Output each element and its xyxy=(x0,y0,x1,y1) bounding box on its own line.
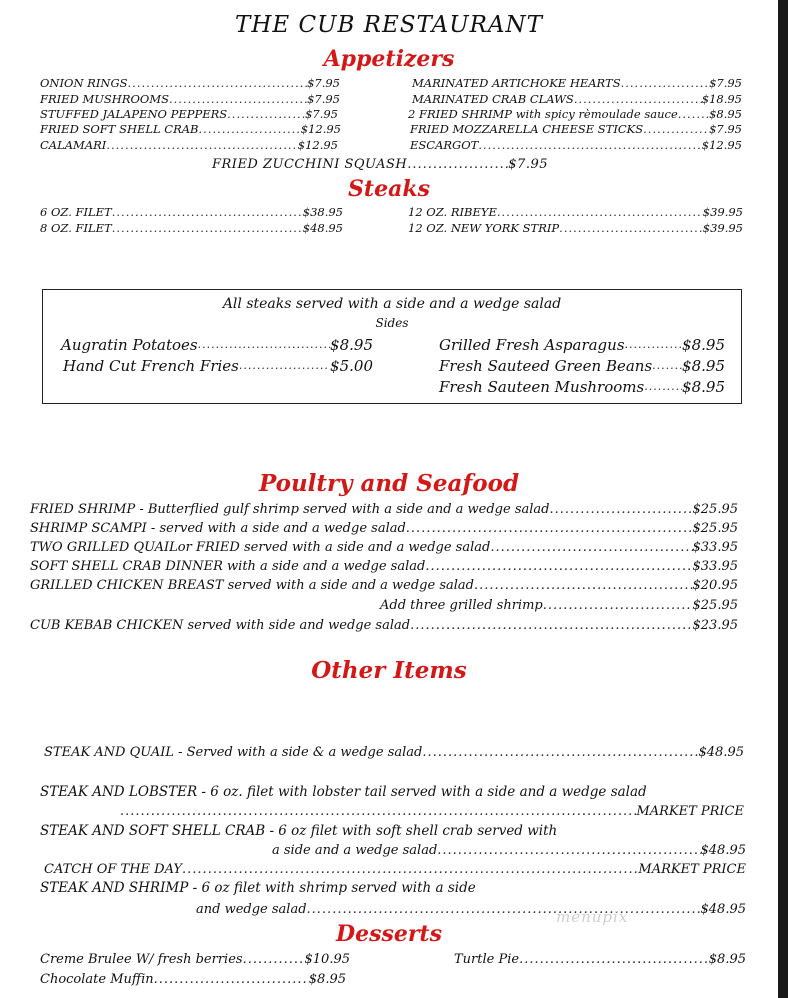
item-name: Add three grilled shrimp xyxy=(380,598,543,613)
item-name: 12 OZ. RIBEYE xyxy=(408,205,497,219)
item-price: $25.95 xyxy=(692,521,738,536)
item-name: Chocolate Muffin xyxy=(40,972,154,987)
item-price: $20.95 xyxy=(692,578,738,593)
appetizer-item xyxy=(408,107,742,122)
item-name: Grilled Fresh Asparagus xyxy=(439,336,625,354)
item-name: FRIED SOFT SHELL CRAB xyxy=(40,122,199,136)
item-price: $48.95 xyxy=(698,745,744,760)
item-name: TWO GRILLED QUAILor FRIED served with a side and a wedge salad xyxy=(30,540,491,555)
item-price: $8.95 xyxy=(682,336,725,354)
dessert-item xyxy=(454,950,746,969)
other-item-price-line xyxy=(120,802,744,821)
appetizer-item xyxy=(410,138,742,153)
item-price: $18.95 xyxy=(701,92,742,106)
item-price: $7.95 xyxy=(305,107,338,121)
restaurant-title: THE CUB RESTAURANT xyxy=(234,12,544,38)
item-price: $39.95 xyxy=(702,205,743,219)
dessert-item xyxy=(40,950,350,969)
appetizer-item xyxy=(410,122,742,137)
steak-item xyxy=(40,205,343,220)
steak-item xyxy=(408,205,743,220)
appetizer-item xyxy=(40,92,340,107)
item-name: ONION RINGS xyxy=(40,76,128,90)
appetizer-item xyxy=(40,138,338,153)
item-price: $12.95 xyxy=(701,138,742,152)
item-price: $7.95 xyxy=(307,76,340,90)
item-price: MARKET PRICE xyxy=(638,862,746,877)
item-name: MARINATED ARTICHOKE HEARTS xyxy=(412,76,621,90)
item-price: $10.95 xyxy=(304,952,350,967)
item-name: SOFT SHELL CRAB DINNER with a side and a wedge salad xyxy=(30,559,426,574)
item-price: $25.95 xyxy=(692,502,738,517)
appetizer-item xyxy=(412,92,742,107)
item-name: STUFFED JALAPENO PEPPERS xyxy=(40,107,228,121)
appetizer-item xyxy=(40,122,341,137)
desserts-header: Desserts xyxy=(336,921,442,947)
item-price: $23.95 xyxy=(692,618,738,633)
other-item-line: STEAK AND SOFT SHELL CRAB - 6 oz filet with soft shell crab served with xyxy=(40,823,558,839)
item-name: Creme Brulee W/ fresh berries xyxy=(40,952,243,967)
right-edge-border xyxy=(778,0,788,998)
item-name: 8 OZ. FILET xyxy=(40,221,112,235)
item-name: and wedge salad xyxy=(196,902,307,917)
item-name: Turtle Pie xyxy=(454,952,520,967)
item-name: CUB KEBAB CHICKEN served with side and wedge salad xyxy=(30,618,411,633)
item-name: Fresh Sauteed Green Beans xyxy=(439,357,653,375)
item-price: $39.95 xyxy=(702,221,743,235)
appetizer-item-zucchini xyxy=(212,155,548,174)
sides-note: All steaks served with a side and a wedge salad xyxy=(222,296,562,312)
other-item-price-line xyxy=(196,900,746,919)
item-price: MARKET PRICE xyxy=(636,804,744,819)
item-price: $48.95 xyxy=(700,843,746,858)
item-name: 6 OZ. FILET xyxy=(40,205,112,219)
item-name: MARINATED CRAB CLAWS xyxy=(412,92,574,106)
item-name: a side and a wedge salad xyxy=(272,843,438,858)
item-name: CATCH OF THE DAY xyxy=(44,862,183,877)
item-price: $12.95 xyxy=(297,138,338,152)
item-price: $25.95 xyxy=(692,598,738,613)
side-item xyxy=(439,335,725,355)
appetizer-item xyxy=(40,107,338,122)
other-item-price-line xyxy=(272,841,746,860)
item-price: $5.00 xyxy=(330,357,373,375)
sides-label: Sides xyxy=(375,316,409,330)
other-item xyxy=(44,743,744,762)
poultry-item xyxy=(30,538,738,557)
poultry-item xyxy=(30,500,738,519)
item-price: $7.95 xyxy=(307,92,340,106)
other-items-header: Other Items xyxy=(311,657,467,684)
side-item xyxy=(61,335,373,355)
item-price: $7.95 xyxy=(709,76,742,90)
item-name: STEAK AND QUAIL - Served with a side & a wedge salad xyxy=(44,745,423,760)
item-price: $12.95 xyxy=(300,122,341,136)
poultry-item xyxy=(30,557,738,576)
item-price: $7.95 xyxy=(709,122,742,136)
steak-item xyxy=(40,221,343,236)
item-name: Fresh Sauteen Mushrooms xyxy=(439,378,645,396)
item-price: $48.95 xyxy=(302,221,343,235)
side-item xyxy=(439,377,725,397)
item-name: 2 FRIED SHRIMP with spicy rèmoulade sauce xyxy=(408,107,678,121)
side-item xyxy=(439,356,725,376)
item-name: FRIED ZUCCHINI SQUASH xyxy=(212,157,408,172)
item-name: SHRIMP SCAMPI - served with a side and a wedge salad xyxy=(30,521,406,536)
item-name: FRIED MOZZARELLA CHEESE STICKS xyxy=(410,122,644,136)
appetizers-header: Appetizers xyxy=(323,46,455,72)
poultry-item-addon xyxy=(380,596,738,615)
poultry-item xyxy=(30,519,738,538)
item-price: $7.95 xyxy=(508,157,548,172)
item-name: CALAMARI xyxy=(40,138,107,152)
item-name: GRILLED CHICKEN BREAST served with a side and a wedge salad xyxy=(30,578,474,593)
poultry-item xyxy=(30,576,738,595)
poultry-header: Poultry and Seafood xyxy=(258,470,520,497)
other-item xyxy=(44,860,746,879)
item-name: Hand Cut French Fries xyxy=(63,357,239,375)
poultry-item xyxy=(30,616,738,635)
watermark: menupix xyxy=(556,908,629,926)
item-name: FRIED MUSHROOMS xyxy=(40,92,169,106)
appetizer-item xyxy=(412,76,742,91)
other-item-line: STEAK AND LOBSTER - 6 oz. filet with lobster tail served with a side and a wedge salad xyxy=(40,784,647,800)
item-price: $48.95 xyxy=(700,902,746,917)
item-name: ESCARGOT xyxy=(410,138,479,152)
item-price: $8.95 xyxy=(682,357,725,375)
steaks-header: Steaks xyxy=(348,176,430,202)
item-price: $8.95 xyxy=(682,378,725,396)
item-price: $8.95 xyxy=(308,972,346,987)
appetizer-item xyxy=(40,76,340,91)
item-name: 12 OZ. NEW YORK STRIP xyxy=(408,221,560,235)
item-price: $38.95 xyxy=(302,205,343,219)
item-name: Augratin Potatoes xyxy=(61,336,198,354)
side-item xyxy=(63,356,373,376)
item-price: $8.95 xyxy=(708,952,746,967)
item-price: $8.95 xyxy=(709,107,742,121)
steak-item xyxy=(408,221,743,236)
item-price: $33.95 xyxy=(692,540,738,555)
sides-box xyxy=(42,289,742,404)
item-name: FRIED SHRIMP - Butterflied gulf shrimp served with a side and a wedge salad xyxy=(30,502,550,517)
other-item-line: STEAK AND SHRIMP - 6 oz filet with shrimp served with a side xyxy=(40,880,476,896)
item-price: $33.95 xyxy=(692,559,738,574)
item-price: $8.95 xyxy=(330,336,373,354)
dessert-item xyxy=(40,970,346,989)
